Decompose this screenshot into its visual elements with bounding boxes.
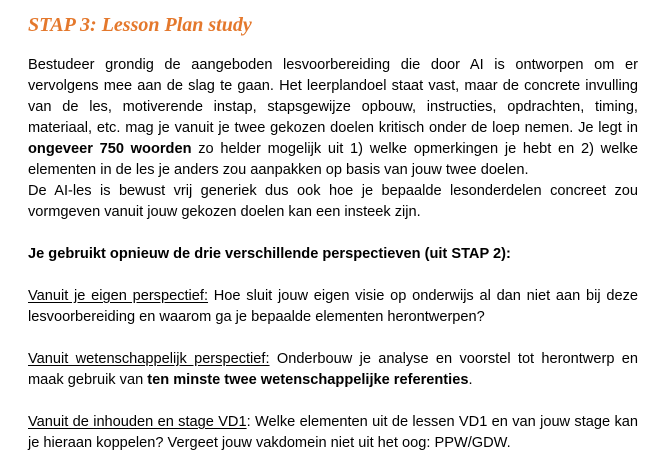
word-count-emphasis: ongeveer 750 woorden xyxy=(28,141,192,157)
intro-text-part2: zo helder mogelijk uit 1) welke opmerkingen je hebt en 2) welke elementen in de les je anders zou aanpakken op basis van jouw twee doelen. xyxy=(28,141,638,178)
perspective-scientific-label: Vanuit wetenschappelijk perspectief: xyxy=(28,351,270,367)
perspective-own xyxy=(28,286,638,328)
perspective-content-label: Vanuit de inhouden en stage VD1 xyxy=(28,414,247,430)
intro-paragraph-2: De AI-les is bewust vrij generiek dus ook hoe je bepaalde lesonderdelen concreet zou vormgeven vanuit jouw gekozen doelen kan een insteek zijn. xyxy=(28,183,638,220)
intro-paragraph xyxy=(28,55,638,181)
perspective-content-internship xyxy=(28,412,638,454)
section-heading: STAP 3: Lesson Plan study xyxy=(28,14,252,36)
perspective-own-text: Hoe sluit jouw eigen visie op onderwijs al dan niet aan bij deze lesvoorbereiding en waarom ga je bepaalde elementen herontwerpen? xyxy=(28,288,639,325)
perspective-own-label: Vanuit je eigen perspectief: xyxy=(28,288,209,304)
document-body xyxy=(28,55,638,454)
perspectives-heading: Je gebruikt opnieuw de drie verschillende perspectieven (uit STAP 2): xyxy=(28,246,511,262)
intro-text-part1: Bestudeer grondig de aangeboden lesvoorbereiding die door AI is ontworpen om er vervolgens mee aan de slag te gaan. Het leerplandoel staat vast, maar de concrete invulling van de les, motiverende instap, stapsgewijze opbouw, instructies, opdrachten, timing, materiaal, etc. mag je vanuit je twee gekozen doelen kritisch onder de loep nemen. Je legt in xyxy=(28,57,638,136)
perspective-scientific-text: Onderbouw je analyse en voorstel tot herontwerp en maak gebruik van xyxy=(28,351,638,388)
perspective-scientific xyxy=(28,349,638,391)
perspective-scientific-end: . xyxy=(468,372,473,388)
references-emphasis: ten minste twee wetenschappelijke referenties xyxy=(147,372,469,388)
perspective-content-text: : Welke elementen uit de lessen VD1 en van jouw stage kan je hieraan koppelen? Vergeet jouw vakdomein niet uit het oog: PPW/GDW. xyxy=(28,414,638,451)
